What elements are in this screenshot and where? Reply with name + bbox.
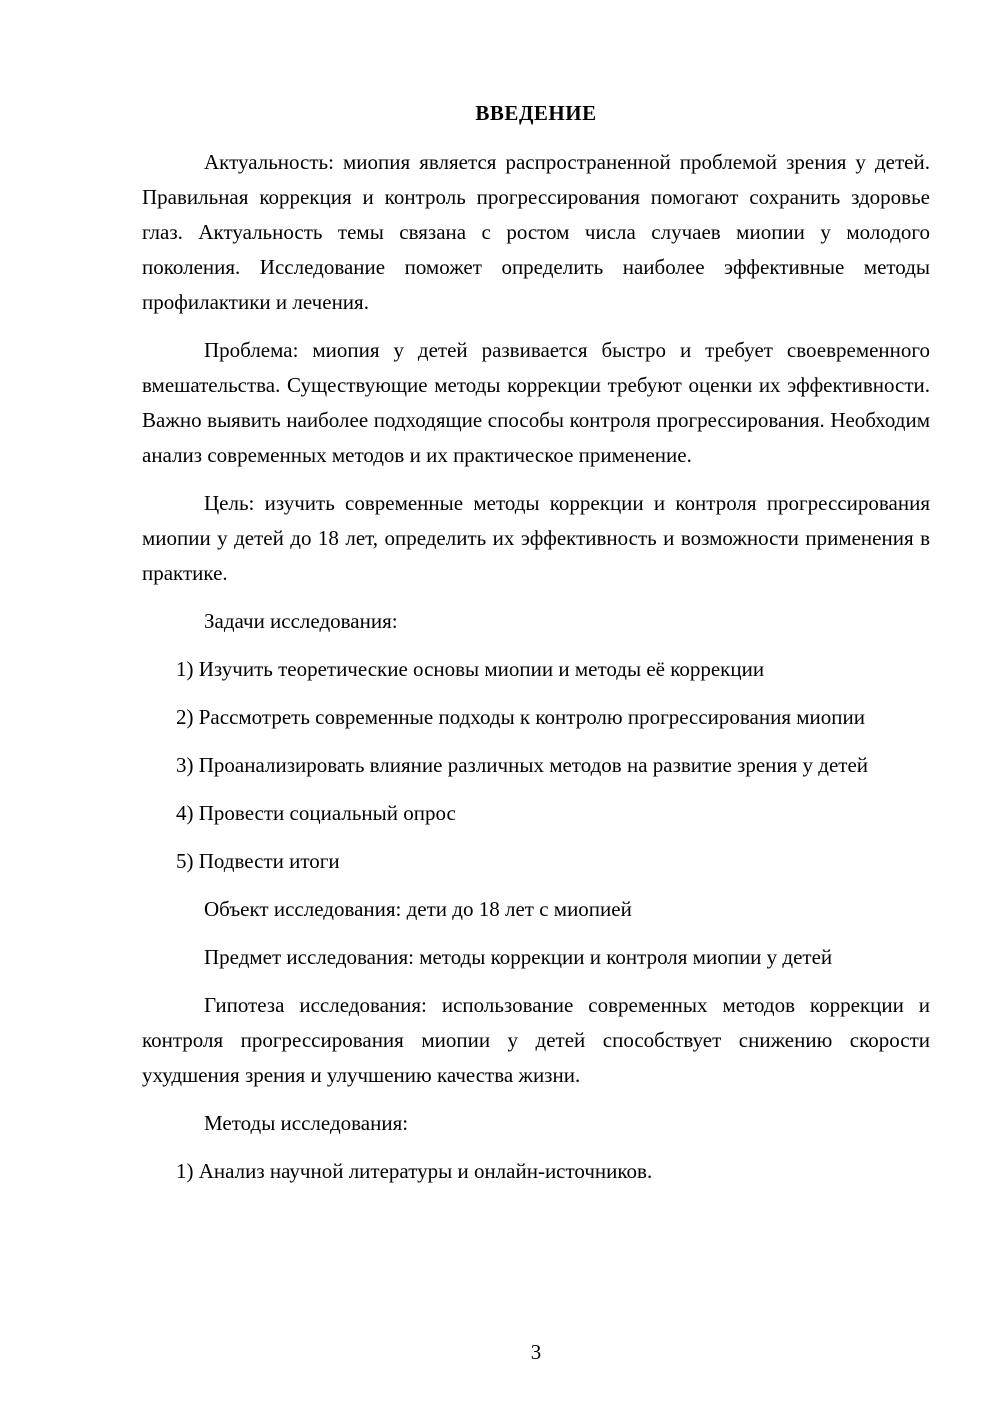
paragraph-hypothesis: Гипотеза исследования: использование современных методов коррекции и контроля прогрессирования миопии у детей способствует снижению скорости ухудшения зрения и улучшению качества жизни.	[142, 993, 930, 1087]
methods-heading: Методы исследования:	[204, 1111, 409, 1135]
task-item-1: 1) Изучить теоретические основы миопии и методы её коррекции	[176, 657, 765, 681]
paragraph-relevance: Актуальность: миопия является распространенной проблемой зрения у детей. Правильная коррекция и контроль прогрессирования помогают сохранить здоровье глаз. Актуальность темы связана с ростом числа случаев миопии у молодого поколения. Исследование поможет определить наиболее эффективные методы профилактики и лечения.	[142, 150, 930, 314]
document-title: ВВЕДЕНИЕ	[475, 101, 597, 125]
task-item-5: 5) Подвести итоги	[176, 849, 340, 873]
page-number: 3	[530, 1340, 542, 1364]
task-item-2: 2) Рассмотреть современные подходы к контролю прогрессирования миопии	[176, 705, 866, 729]
task-item-4: 4) Провести социальный опрос	[176, 801, 456, 825]
paragraph-object: Объект исследования: дети до 18 лет с миопией	[204, 897, 632, 921]
paragraph-subject: Предмет исследования: методы коррекции и контроля миопии у детей	[204, 945, 833, 969]
paragraph-problem: Проблема: миопия у детей развивается быстро и требует своевременного вмешательства. Существующие методы коррекции требуют оценки их эффективности. Важно выявить наиболее подходящие способы контроля прогрессирования. Необходим анализ современных методов и их практическое применение.	[142, 338, 930, 467]
paragraph-goal: Цель: изучить современные методы коррекции и контроля прогрессирования миопии у детей до 18 лет, определить их эффективность и возможности применения в практике.	[142, 491, 930, 585]
method-item-1: 1) Анализ научной литературы и онлайн-источников.	[176, 1159, 653, 1183]
task-item-3: 3) Проанализировать влияние различных методов на развитие зрения у детей	[176, 753, 869, 777]
tasks-heading: Задачи исследования:	[204, 609, 398, 633]
